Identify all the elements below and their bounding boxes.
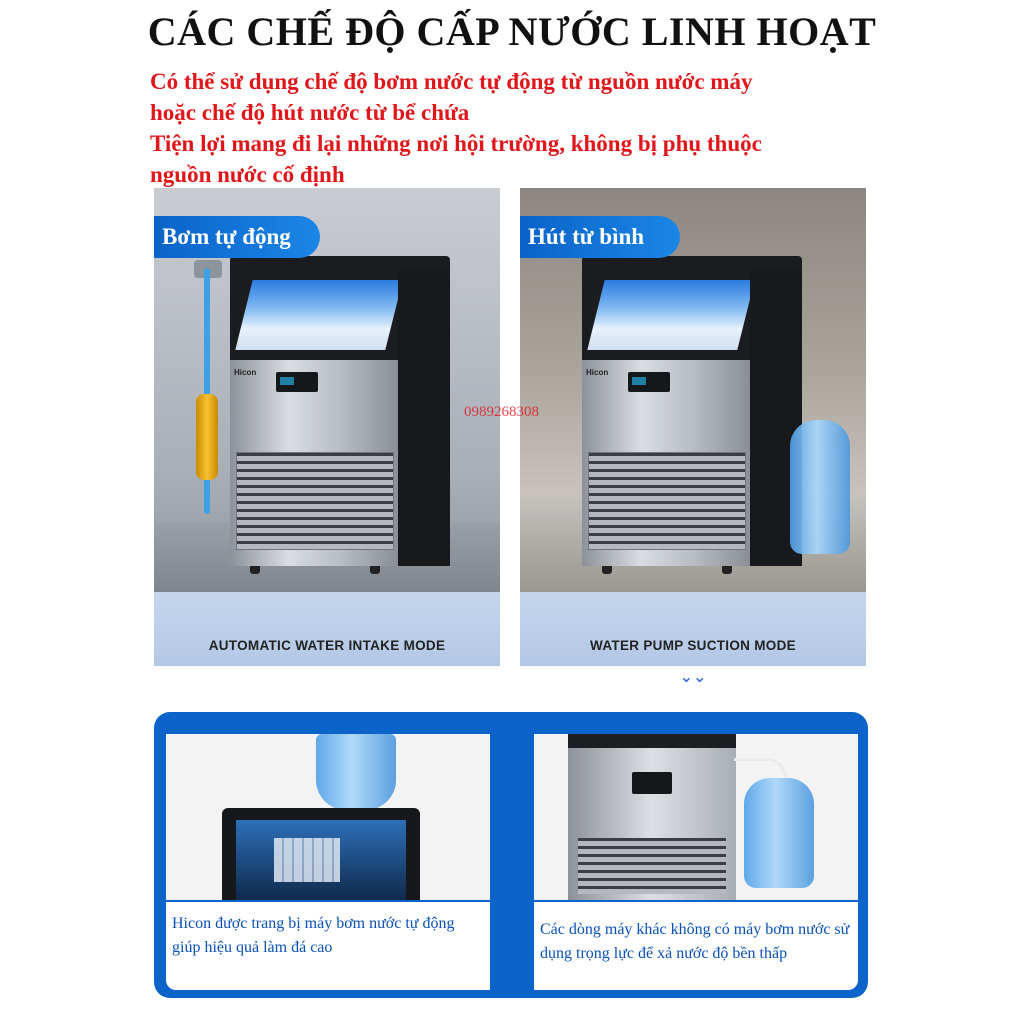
suction-mode-panel: [520, 188, 866, 666]
description-line: nguồn nước cố định: [150, 162, 345, 187]
machine-display: [632, 772, 672, 794]
caption-bar: [154, 592, 500, 666]
description-line: hoặc chế độ hút nước từ bể chứa: [150, 100, 470, 125]
machine-display: [276, 372, 318, 392]
ice-machine: [230, 256, 460, 574]
water-filter: [196, 394, 218, 480]
ice-bin: [274, 838, 340, 882]
description: [150, 66, 890, 190]
machine-foot: [602, 566, 612, 574]
machine-display: [628, 372, 670, 392]
comparison-image-other: [534, 734, 858, 900]
machine-brand: Hicon: [234, 368, 257, 377]
ice-bin: [587, 280, 754, 350]
ice-machine: [222, 808, 420, 900]
ice-bin: [235, 280, 402, 350]
mode-caption: AUTOMATIC WATER INTAKE MODE: [208, 638, 446, 653]
machine-body: [230, 360, 398, 566]
automatic-mode-panel: [154, 188, 500, 666]
water-jug-icon: [744, 778, 814, 888]
comparison-note-other: Các dòng máy khác không có máy bơm nước sử dụng trọng lực để xả nước độ bền thấp: [540, 921, 850, 962]
machine-vent: [588, 452, 746, 550]
ice-machine: [582, 256, 812, 574]
comparison-image-hicon: [166, 734, 490, 900]
mode-label-pill: Hút từ bình: [520, 216, 680, 258]
machine-foot: [250, 566, 260, 574]
chevron-down-icon: ⌄⌄: [679, 667, 707, 686]
machine-foot: [722, 566, 732, 574]
caption-bar: [520, 592, 866, 666]
mode-label-pill: Bơm tự động: [154, 216, 320, 258]
description-line: Tiện lợi mang đi lại những nơi hội trường, không bị phụ thuộc: [150, 131, 762, 156]
machine-body: [582, 360, 750, 566]
page-title: CÁC CHẾ ĐỘ CẤP NƯỚC LINH HOẠT: [147, 9, 877, 54]
mode-caption: WATER PUMP SUCTION MODE: [590, 638, 796, 653]
machine-foot: [370, 566, 380, 574]
comparison-note-hicon: Hicon được trang bị máy bơm nước tự động giúp hiệu quả làm đá cao: [172, 915, 455, 956]
machine-side: [398, 270, 450, 566]
description-line: Có thể sử dụng chế độ bơm nước tự động từ nguồn nước máy: [150, 69, 753, 94]
water-jug-icon: [790, 420, 850, 554]
machine-brand: Hicon: [586, 368, 609, 377]
machine-top: [568, 734, 736, 748]
machine-vent: [578, 838, 726, 894]
phone-watermark: 0989268308: [464, 404, 539, 420]
machine-vent: [236, 452, 394, 550]
water-jug-icon: [316, 734, 396, 810]
